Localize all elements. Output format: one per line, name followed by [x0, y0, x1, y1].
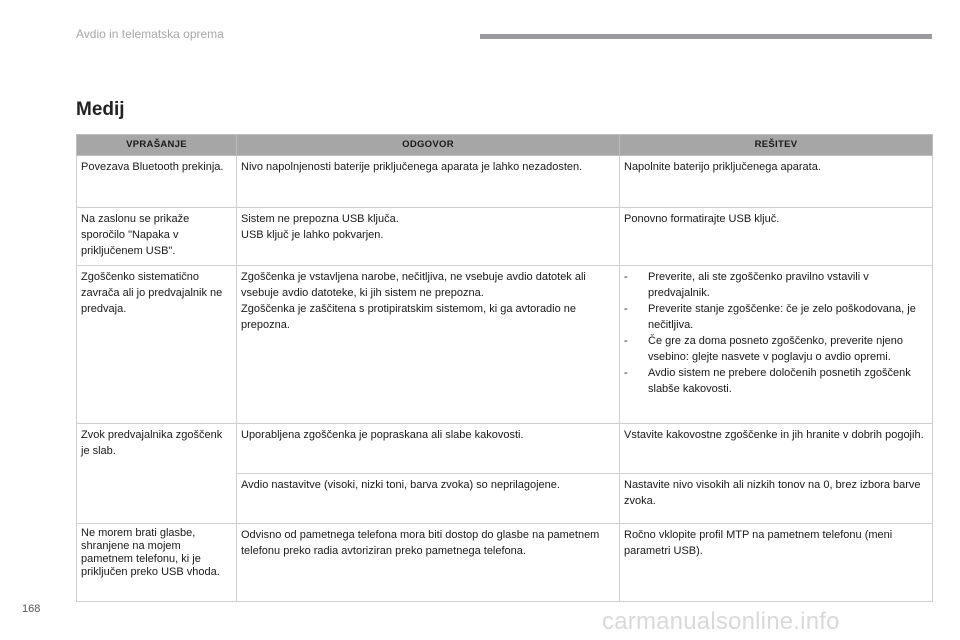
answer-cell: Zgoščenka je vstavljena narobe, nečitljiva, ne vsebuje avdio datotek ali vsebuje avdio datoteke, ki jih sistem ne prepozna. Zgoščenka je zaščitena s protipiratskim sistemom, ki ga avtoradio ne prepozna. — [237, 266, 620, 424]
answer-cell: Avdio nastavitve (visoki, nizki toni, barva zvoka) so neprilagojene. — [237, 474, 620, 524]
column-header-answer: ODGOVOR — [237, 135, 620, 156]
watermark: carmanualsonline.info — [602, 608, 840, 635]
question-cell: Ne morem brati glasbe, shranjene na mojem pametnem telefonu, ki je priključen preko USB vhoda. — [77, 524, 237, 602]
section-title: Medij — [76, 99, 125, 120]
list-item: - Avdio sistem ne prebere določenih posnetih zgoščenk slabše kakovosti. — [624, 365, 928, 397]
table-header-row — [77, 135, 933, 156]
solution-cell — [620, 266, 933, 424]
question-cell: Zvok predvajalnika zgoščenk je slab. — [77, 424, 237, 524]
solution-cell: Vstavite kakovostne zgoščenke in jih hranite v dobrih pogojih. — [620, 424, 933, 474]
column-header-question: VPRAŠANJE — [77, 135, 237, 156]
solution-cell: Nastavite nivo visokih ali nizkih tonov na 0, brez izbora barve zvoka. — [620, 474, 933, 524]
solution-cell: Napolnite baterijo priključenega aparata. — [620, 156, 933, 208]
table-row — [77, 524, 933, 602]
solution-cell: Ročno vklopite profil MTP na pametnem telefonu (meni parametri USB). — [620, 524, 933, 602]
list-item: - Preverite, ali ste zgoščenko pravilno vstavili v predvajalnik. — [624, 269, 928, 301]
table-row — [77, 424, 933, 474]
question-cell: Na zaslonu se prikaže sporočilo "Napaka v priključenem USB". — [77, 208, 237, 266]
solution-cell: Ponovno formatirajte USB ključ. — [620, 208, 933, 266]
chapter-title: Avdio in telematska oprema — [76, 27, 224, 41]
solution-list — [624, 269, 928, 397]
table-row — [77, 266, 933, 424]
answer-cell: Sistem ne prepozna USB ključa. USB ključ je lahko pokvarjen. — [237, 208, 620, 266]
answer-cell: Nivo napolnjenosti baterije priključenega aparata je lahko nezadosten. — [237, 156, 620, 208]
list-item: - Preverite stanje zgoščenke: če je zelo poškodovana, je nečitljiva. — [624, 301, 928, 333]
table-row — [77, 208, 933, 266]
answer-cell: Odvisno od pametnega telefona mora biti dostop do glasbe na pametnem telefonu preko radia avtoriziran preko pametnega telefona. — [237, 524, 620, 602]
header-bar — [480, 34, 932, 39]
list-item: - Če gre za doma posneto zgoščenko, preverite njeno vsebino: glejte nasvete v poglavju o avdio opremi. — [624, 333, 928, 365]
table-row — [77, 156, 933, 208]
troubleshooting-table — [76, 134, 933, 602]
page-number: 168 — [22, 603, 41, 615]
column-header-solution: REŠITEV — [620, 135, 933, 156]
answer-cell: Uporabljena zgoščenka je popraskana ali slabe kakovosti. — [237, 424, 620, 474]
question-cell: Povezava Bluetooth prekinja. — [77, 156, 237, 208]
question-cell: Zgoščenko sistematično zavrača ali jo predvajalnik ne predvaja. — [77, 266, 237, 424]
